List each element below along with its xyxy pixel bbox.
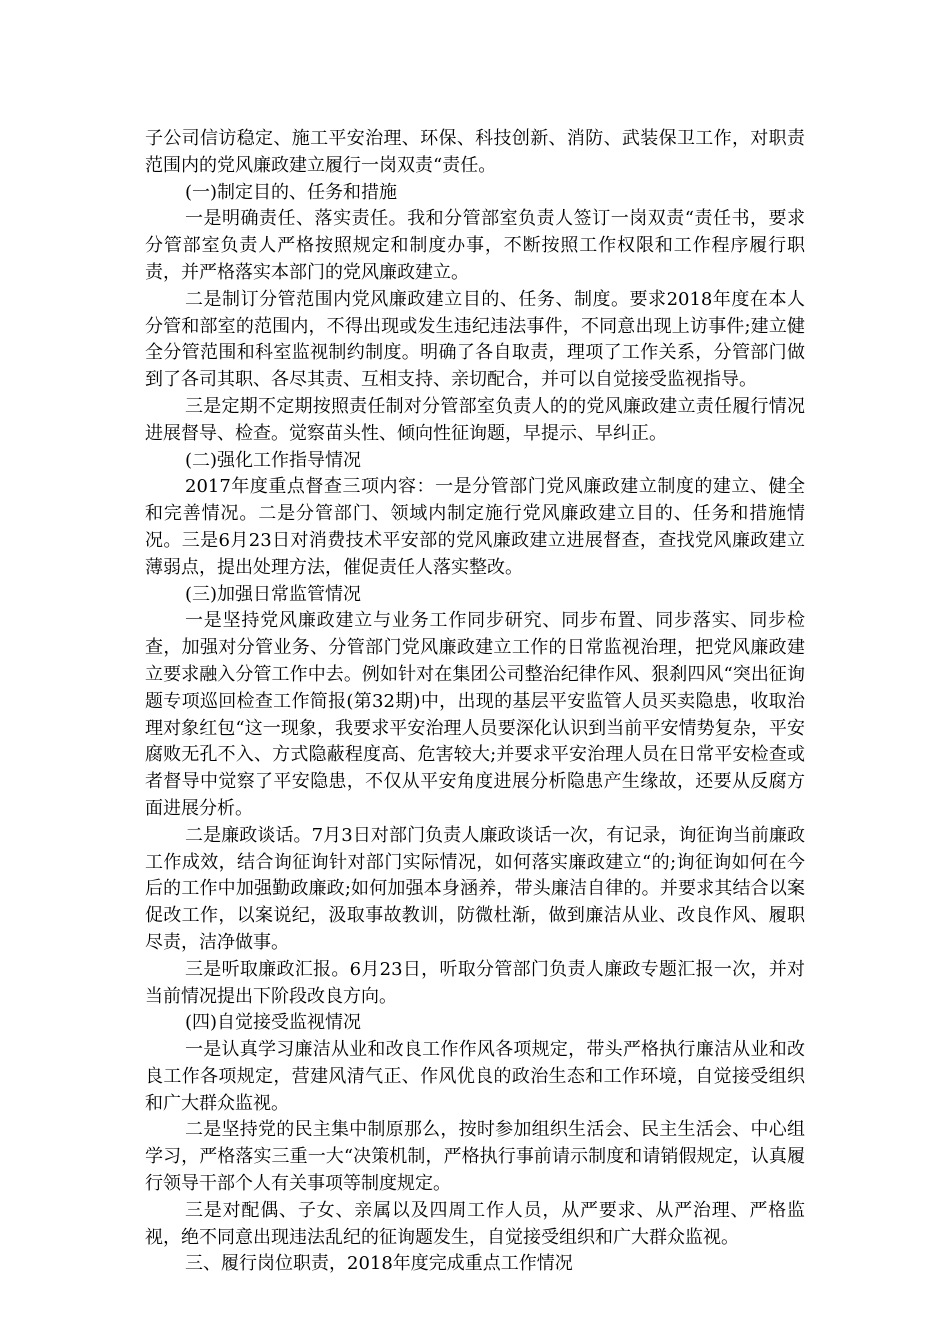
section-heading: (四)自觉接受监视情况 [185, 1012, 362, 1034]
document-body [145, 126, 805, 1278]
paragraph: 三是定期不定期按照责任制对分管部室负责人的的党风廉政建立责任履行情况进展督导、检查。觉察苗头性、倾向性征询题，早提示、早纠正。 [145, 395, 805, 444]
paragraph: 一是认真学习廉洁从业和改良工作作风各项规定，带头严格执行廉洁从业和改良工作各项规定，营建风清气正、作风优良的政治生态和工作环境，自觉接受组织和广大群众监视。 [145, 1039, 805, 1114]
paragraph: 三是对配偶、子女、亲属以及四周工作人员，从严要求、从严治理、严格监视，绝不同意出现违法乱纪的征询题发生，自觉接受组织和广大群众监视。 [145, 1199, 805, 1248]
paragraph: 子公司信访稳定、施工平安治理、环保、科技创新、消防、武装保卫工作，对职责范围内的党风廉政建立履行一岗双责“责任。 [145, 128, 805, 176]
section-heading: (二)强化工作指导情况 [185, 449, 362, 471]
paragraph: 三是听取廉政汇报。6月23日，听取分管部门负责人廉政专题汇报一次，并对当前情况提出下阶段改良方向。 [145, 958, 805, 1007]
paragraph: 一是明确责任、落实责任。我和分管部室负责人签订一岗双责“责任书，要求分管部室负责人严格按照规定和制度办事，不断按照工作权限和工作程序履行职责，并严格落实本部门的党风廉政建立。 [145, 208, 805, 283]
section-heading: (一)制定目的、任务和措施 [185, 181, 398, 203]
paragraph: 二是坚持党的民主集中制原那么，按时参加组织生活会、民主生活会、中心组学习，严格落实三重一大“决策机制，严格执行事前请示制度和请销假规定，认真履行领导干部个人有关事项等制度规定。 [145, 1119, 805, 1195]
paragraph: 二是廉政谈话。7月3日对部门负责人廉政谈话一次，有记录，询征询当前廉政工作成效，结合询征询针对部门实际情况，如何落实廉政建立“的;询征询如何在今后的工作中加强勤政廉政;如何加强本身涵养，带头廉洁自律的。并要求其结合以案促改工作，以案说纪，汲取事故教训，防微杜渐，做到廉洁从业、改良作风、履职尽责，洁净做事。 [145, 824, 805, 953]
section-heading: 三、履行岗位职责，2018年度完成重点工作情况 [185, 1253, 573, 1275]
paragraph: 2017年度重点督查三项内容：一是分管部门党风廉政建立制度的建立、健全和完善情况。二是分管部门、领域内制定施行党风廉政建立目的、任务和措施情况。三是6月23日对消费技术平安部的党风廉政建立进展督查，查找党风廉政建立薄弱点，提出处理方法，催促责任人落实整改。 [145, 476, 805, 578]
paragraph: 一是坚持党风廉政建立与业务工作同步研究、同步布置、同步落实、同步检查，加强对分管业务、分管部门党风廉政建立工作的日常监视治理，把党风廉政建立要求融入分管工作中去。例如针对在集团公司整治纪律作风、狠刹四风“突出征询题专项巡回检查工作简报(第32期)中，出现的基层平安监管人员买卖隐患，收取治理对象红包“这一现象，我要求平安治理人员要深化认识到当前平安情势复杂，平安腐败无孔不入、方式隐蔽程度高、危害较大;并要求平安治理人员在日常平安检查或者督导中觉察了平安隐患，不仅从平安角度进展分析隐患产生缘故，还要从反腐方面进展分析。 [145, 610, 805, 819]
section-heading: (三)加强日常监管情况 [185, 583, 362, 605]
paragraph: 二是制订分管范围内党风廉政建立目的、任务、制度。要求2018年度在本人分管和部室的范围内，不得出现或发生违纪违法事件，不同意出现上访事件;建立健全分管范围和科室监视制约制度。明确了各自取责，理项了工作关系，分管部门做到了各司其职、各尽其责、互相支持、亲切配合，并可以自觉接受监视指导。 [145, 288, 805, 391]
